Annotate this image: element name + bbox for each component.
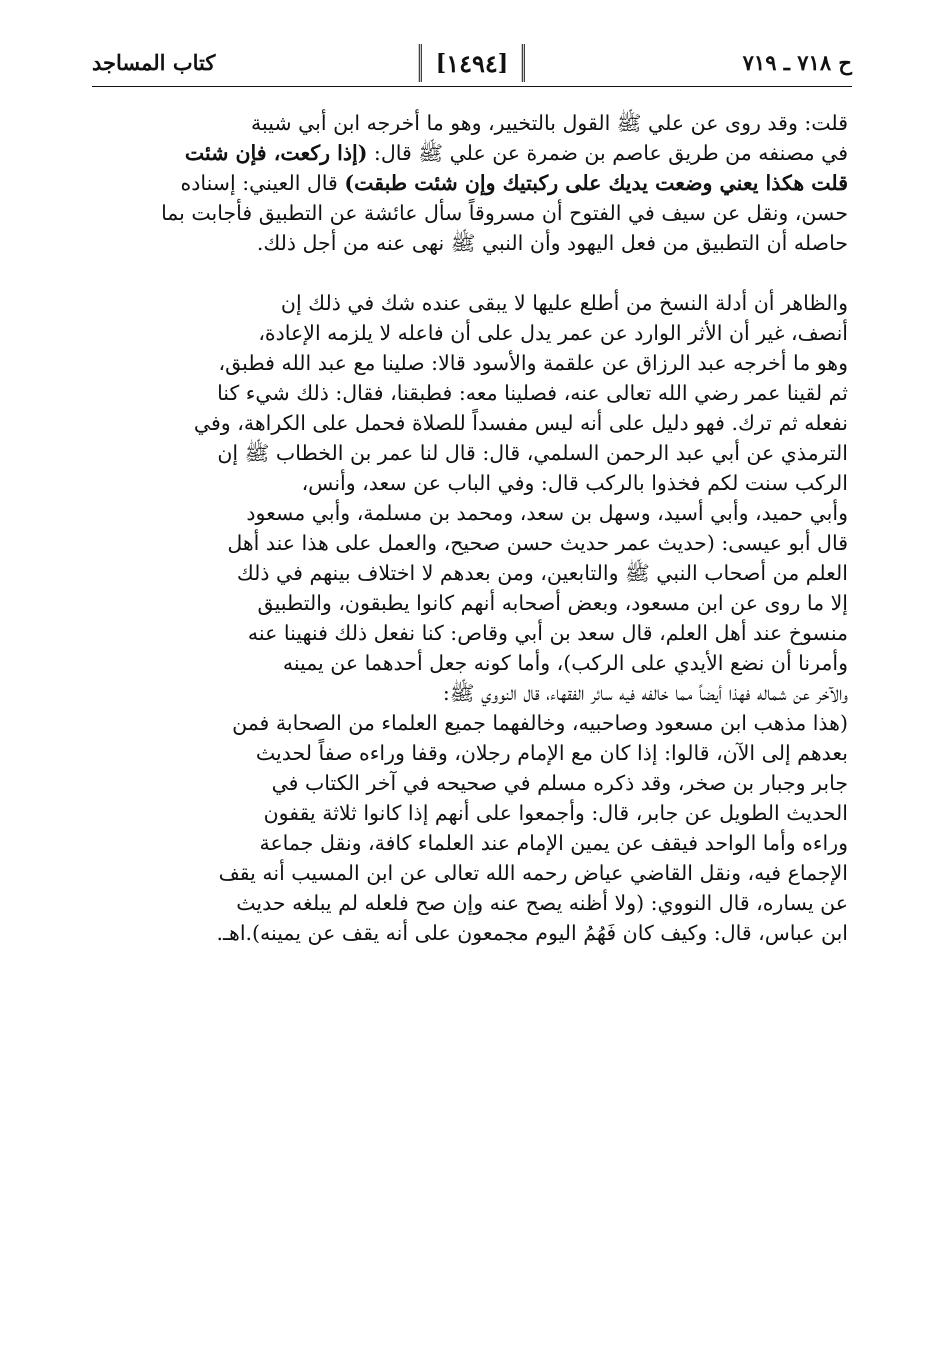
text-line: وراءه وأما الواحد فيقف عن يمين الإمام عند العلماء كافة، ونقل جماعة [259, 831, 848, 855]
page-number: ١٤٩٤ [446, 48, 498, 78]
text-line [96, 138, 848, 168]
header-divider [92, 86, 852, 87]
hadith-range: ح ٧١٨ ـ ٧١٩ [742, 50, 852, 75]
text-segment: قال العيني: إسناده [180, 171, 345, 195]
text-line: جابر وجبار بن صخر، وقد ذكره مسلم في صحيحه في آخر الكتاب في [271, 771, 848, 795]
text-line: منسوخ عند أهل العلم، قال سعد بن أبي وقاص: كنا نفعل ذلك فنهينا عنه [247, 621, 848, 645]
text-line: وأمرنا أن نضع الأيدي على الركب)، وأما كونه جعل أحدهما عن يمينه [282, 651, 848, 675]
text-line: إلا ما روى عن ابن مسعود، وبعض أصحابه أنهم كانوا يطبقون، والتطبيق [257, 591, 848, 615]
text-line: قال أبو عيسى: (حديث عمر حديث حسن صحيح، والعمل على هذا عند أهل [227, 531, 848, 555]
text-line: الحديث الطويل عن جابر، قال: وأجمعوا على أنهم إذا كانوا ثلاثة يقفون [263, 801, 848, 825]
text-line: والآخر عن شماله فهذا أيضاً مما خالفه فيه سائر الفقهاء، قال النووي ﷺ: [442, 681, 848, 705]
bold-quote: قلت هكذا يعني وضعت يديك على ركبتيك وإن شئت طبقت) [344, 171, 848, 195]
page-number-box: [ ١٤٩٤ ] [419, 44, 525, 82]
text-line: ابن عباس، قال: وكيف كان فَهُمُ اليوم مجمعون على أنه يقف عن يمينه).اهـ. [216, 921, 848, 945]
text-line: الإجماع فيه، ونقل القاضي عياض رحمه الله تعالى عن ابن المسيب أنه يقف [218, 861, 848, 885]
text-line: الركب سنت لكم فخذوا بالركب قال: وفي الباب عن سعد، وأنس، [301, 471, 848, 495]
text-line: بعدهم إلى الآن، قالوا: إذا كان مع الإمام رجلان، وقفا وراءه صفاً لحديث [255, 741, 848, 765]
text-line: وأبي حميد، وأبي أسيد، وسهل بن سعد، ومحمد بن مسلمة، وأبي مسعود [246, 501, 848, 525]
text-line: والظاهر أن أدلة النسخ من أطلع عليها لا يبقى عنده شك في ذلك إن [280, 291, 848, 315]
book-title: كتاب المساجد [92, 50, 216, 75]
page-header [92, 44, 852, 92]
text-line: ثم لقينا عمر رضي الله تعالى عنه، فصلينا معه: فطبقنا، فقال: ذلك شيء كنا [217, 381, 848, 405]
text-line: قلت: وقد روى عن علي ﷺ القول بالتخيير، وهو ما أخرجه ابن أبي شيبة [251, 111, 848, 135]
text-segment: في مصنفه من طريق عاصم بن ضمرة عن علي ﷺ قال: [367, 141, 848, 165]
paragraph-1 [96, 108, 848, 258]
main-text [96, 108, 848, 948]
text-line: وهو ما أخرجه عبد الرزاق عن علقمة والأسود قالا: صلينا مع عبد الله فطبق، [218, 351, 848, 375]
paragraph-2 [96, 288, 848, 948]
text-line: الترمذي عن أبي عبد الرحمن السلمي، قال: قال لنا عمر بن الخطاب ﷺ إن [217, 441, 848, 465]
text-line [96, 168, 848, 198]
text-line: نفعله ثم ترك. فهو دليل على أنه ليس مفسداً للصلاة فحمل على الكراهة، وفي [193, 411, 848, 435]
text-line: حاصله أن التطبيق من فعل اليهود وأن النبي ﷺ نهى عنه من أجل ذلك. [256, 231, 848, 255]
text-line: أنصف، غير أن الأثر الوارد عن عمر يدل على أن فاعله لا يلزمه الإعادة، [258, 321, 848, 345]
text-line: (هذا مذهب ابن مسعود وصاحبيه، وخالفهما جميع العلماء من الصحابة فمن [232, 711, 848, 735]
text-line: عن يساره، قال النووي: (ولا أظنه يصح عنه وإن صح فلعله لم يبلغه حديث [236, 891, 848, 915]
text-line: حسن، ونقل عن سيف في الفتوح أن مسروقاً سأل عائشة عن التطبيق فأجابت بما [161, 201, 848, 225]
bold-quote: (إذا ركعت، فإن شئت [184, 141, 368, 165]
text-line: العلم من أصحاب النبي ﷺ والتابعين، ومن بعدهم لا اختلاف بينهم في ذلك [236, 561, 848, 585]
